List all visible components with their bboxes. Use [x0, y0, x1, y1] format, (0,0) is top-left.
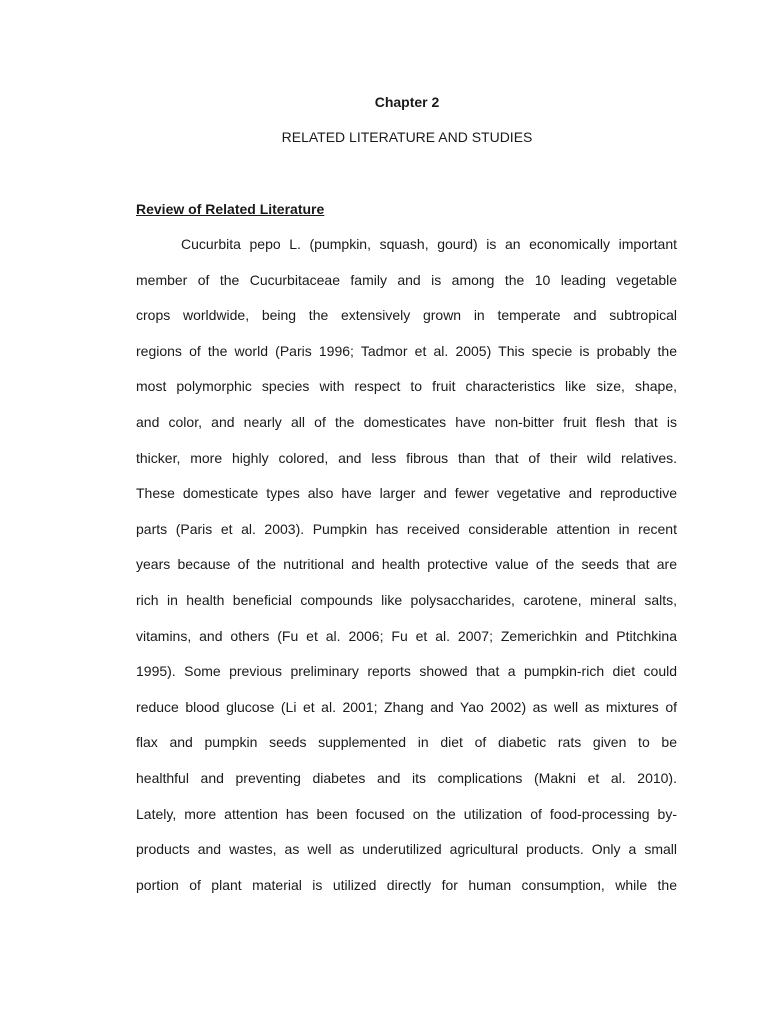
paragraph-line: portion of plant material is utilized directly for human consumption, while the [136, 876, 677, 893]
paragraph-line: vitamins, and others (Fu et al. 2006; Fu et al. 2007; Zemerichkin and Ptitchkina [136, 627, 677, 644]
chapter-heading: Chapter 2 [374, 94, 440, 110]
body-paragraph [136, 227, 677, 903]
paragraph-line: products and wastes, as well as underutilized agricultural products. Only a small [136, 841, 677, 858]
paragraph-line: thicker, more highly colored, and less fibrous than that of their wild relatives. [136, 449, 677, 466]
paragraph-line: 1995). Some previous preliminary reports showed that a pumpkin-rich diet could [136, 663, 677, 680]
paragraph-line: Cucurbita pepo L. (pumpkin, squash, gourd) is an economically important [181, 236, 677, 252]
paragraph-line: and color, and nearly all of the domesticates have non-bitter fruit flesh that is [136, 413, 677, 430]
paragraph-line: flax and pumpkin seeds supplemented in diet of diabetic rats given to be [136, 734, 677, 751]
paragraph-line: healthful and preventing diabetes and its complications (Makni et al. 2010). [136, 769, 677, 786]
section-heading: Review of Related Literature [136, 201, 325, 217]
paragraph-line: reduce blood glucose (Li et al. 2001; Zhang and Yao 2002) as well as mixtures of [136, 698, 677, 715]
chapter-title: RELATED LITERATURE AND STUDIES [281, 129, 533, 145]
paragraph-line: most polymorphic species with respect to fruit characteristics like size, shape, [136, 378, 677, 395]
paragraph-line: Lately, more attention has been focused on the utilization of food-processing by- [136, 805, 677, 822]
paragraph-line: member of the Cucurbitaceae family and is among the 10 leading vegetable [136, 271, 677, 288]
paragraph-line: crops worldwide, being the extensively grown in temperate and subtropical [136, 307, 677, 324]
paragraph-line: These domesticate types also have larger and fewer vegetative and reproductive [136, 485, 677, 502]
paragraph-line: rich in health beneficial compounds like polysaccharides, carotene, mineral salts, [136, 591, 677, 608]
paragraph-line: parts (Paris et al. 2003). Pumpkin has received considerable attention in recent [136, 520, 677, 537]
paragraph-line: years because of the nutritional and health protective value of the seeds that are [136, 556, 677, 573]
paragraph-line: regions of the world (Paris 1996; Tadmor et al. 2005) This specie is probably the [136, 342, 677, 359]
